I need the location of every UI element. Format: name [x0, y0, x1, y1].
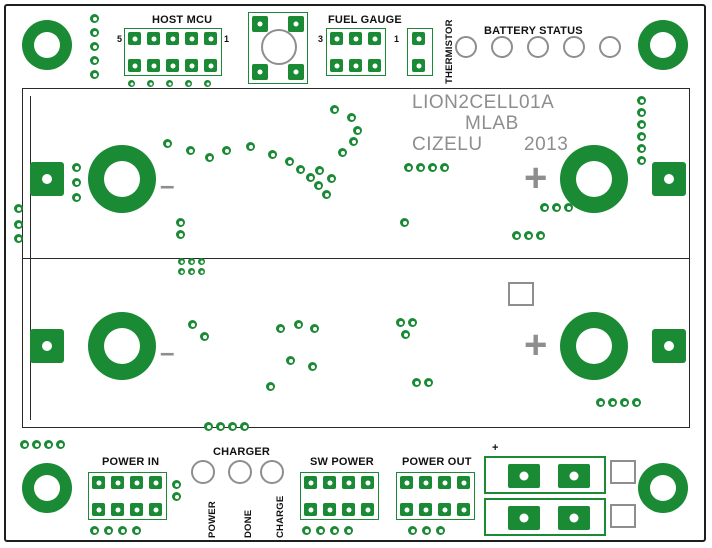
header-pad[interactable] [419, 476, 432, 489]
mounting-hole-top-right [638, 20, 688, 70]
via [310, 324, 319, 333]
fuel-gauge-label: FUEL GAUGE [328, 14, 402, 26]
header-pad[interactable] [111, 503, 124, 516]
via [32, 440, 41, 449]
copper-divider-line [22, 258, 690, 259]
square-pad-right-top [652, 162, 686, 196]
charge-led [260, 460, 284, 484]
header-pad[interactable] [457, 503, 470, 516]
via [408, 526, 417, 535]
host-mcu-pin1-label: 1 [224, 34, 230, 44]
battery-status-label: BATTERY STATUS [484, 25, 583, 37]
power-out-label: POWER OUT [402, 456, 472, 468]
header-pad[interactable] [323, 476, 336, 489]
sw1-body-circle [261, 29, 297, 65]
via [412, 378, 421, 387]
terminal-pad[interactable] [558, 506, 590, 530]
header-pad[interactable] [149, 503, 162, 516]
sw-power-label: SW POWER [310, 456, 374, 468]
cell-pad-bottom-right-hole [576, 328, 612, 364]
terminal-pad[interactable] [508, 506, 540, 530]
via [188, 320, 197, 329]
done-led [228, 460, 252, 484]
via [104, 526, 113, 535]
via [90, 56, 99, 65]
header-pad[interactable] [185, 59, 198, 72]
polarity-plus-bottom: + [524, 323, 548, 367]
via [422, 526, 431, 535]
cell-pad-bottom-left-hole [104, 328, 140, 364]
header-pad[interactable] [438, 503, 451, 516]
header-pad[interactable] [361, 503, 374, 516]
via [90, 70, 99, 79]
terminal-pad[interactable] [558, 464, 590, 488]
polarity-minus-top: – [160, 170, 175, 200]
header-pad[interactable] [349, 32, 362, 45]
header-pad[interactable] [304, 503, 317, 516]
via [186, 146, 195, 155]
via [90, 28, 99, 37]
via [330, 105, 339, 114]
sw1-pad[interactable] [288, 64, 304, 80]
header-pad[interactable] [342, 503, 355, 516]
via [14, 204, 23, 213]
header-pad[interactable] [204, 32, 217, 45]
via [401, 330, 410, 339]
header-pad[interactable] [130, 503, 143, 516]
header-pad[interactable] [412, 59, 425, 72]
via [608, 398, 617, 407]
sw1-pad[interactable] [252, 16, 268, 32]
polarity-plus-top: + [524, 156, 548, 200]
via [338, 148, 347, 157]
via [315, 166, 324, 175]
via [216, 422, 225, 431]
via [524, 231, 533, 240]
header-pad[interactable] [149, 476, 162, 489]
via [228, 422, 237, 431]
header-pad[interactable] [342, 476, 355, 489]
via [327, 174, 336, 183]
via [163, 139, 172, 148]
via [44, 440, 53, 449]
header-pad[interactable] [128, 32, 141, 45]
terminal-pad[interactable] [508, 464, 540, 488]
via [294, 320, 303, 329]
via [276, 324, 285, 333]
via [176, 230, 185, 239]
via [564, 203, 573, 212]
via [428, 163, 437, 172]
via [14, 234, 23, 243]
inner-copper-left-edge [30, 96, 34, 420]
header-pad[interactable] [111, 476, 124, 489]
battery-status-led [491, 36, 513, 58]
host-mcu-label: HOST MCU [152, 14, 213, 26]
thermistor-label: THERMISTOR [444, 19, 455, 84]
header-pad[interactable] [330, 32, 343, 45]
via [347, 113, 356, 122]
via [72, 178, 81, 187]
board-name-text: LION2CELL01A [412, 92, 555, 113]
via [188, 268, 195, 275]
via [266, 382, 275, 391]
component-outline-square [508, 282, 534, 306]
header-pad[interactable] [349, 59, 362, 72]
via [246, 142, 255, 151]
host-mcu-header[interactable] [124, 28, 222, 76]
via [512, 231, 521, 240]
terminal-block-bottom[interactable] [484, 498, 606, 536]
fuel-gauge-pin3-label: 3 [318, 34, 324, 44]
via [72, 193, 81, 202]
fuel-gauge-header[interactable] [326, 28, 386, 76]
square-pad-left-bottom [30, 329, 64, 363]
header-pad[interactable] [92, 503, 105, 516]
terminal-block-top[interactable] [484, 456, 606, 494]
via [200, 332, 209, 341]
done-led-label: DONE [243, 509, 254, 538]
header-pad[interactable] [361, 476, 374, 489]
via [172, 492, 181, 501]
header-pad[interactable] [400, 503, 413, 516]
power-in-header[interactable] [88, 472, 167, 520]
terminal-plus-label: + [492, 442, 499, 454]
charge-led-label: CHARGE [275, 495, 286, 538]
cell-pad-top-right-hole [576, 161, 612, 197]
via [637, 108, 646, 117]
via [314, 181, 323, 190]
via [302, 526, 311, 535]
header-pad[interactable] [130, 476, 143, 489]
via [316, 526, 325, 535]
via [637, 156, 646, 165]
header-pad[interactable] [400, 476, 413, 489]
mounting-hole-bottom-right [638, 463, 688, 513]
via [400, 218, 409, 227]
polarity-minus-bottom: – [160, 337, 175, 367]
via [306, 173, 315, 182]
header-pad[interactable] [323, 503, 336, 516]
board-author-text: CIZELU [412, 134, 483, 155]
via [90, 42, 99, 51]
via [118, 526, 127, 535]
via [205, 153, 214, 162]
via [90, 526, 99, 535]
via [552, 203, 561, 212]
sw-power-header[interactable] [300, 472, 379, 520]
via [188, 258, 195, 265]
via [637, 144, 646, 153]
mounting-hole-top-left [22, 20, 72, 70]
via [353, 126, 362, 135]
via [424, 378, 433, 387]
header-pad[interactable] [438, 476, 451, 489]
header-pad[interactable] [204, 59, 217, 72]
via [322, 190, 331, 199]
via [222, 146, 231, 155]
via [132, 526, 141, 535]
terminal-tab [610, 504, 636, 528]
via [14, 220, 23, 229]
via [296, 165, 305, 174]
via [404, 163, 413, 172]
via [396, 318, 405, 327]
via [204, 80, 211, 87]
mounting-hole-bottom-left [22, 463, 72, 513]
square-pad-left-top [30, 162, 64, 196]
header-pad[interactable] [412, 32, 425, 45]
via [198, 258, 205, 265]
square-pad-right-bottom [652, 329, 686, 363]
via [56, 440, 65, 449]
via [285, 157, 294, 166]
power-out-header[interactable] [396, 472, 475, 520]
via [172, 480, 181, 489]
via [178, 268, 185, 275]
battery-status-led [563, 36, 585, 58]
via [416, 163, 425, 172]
via [344, 526, 353, 535]
via [637, 132, 646, 141]
header-pad[interactable] [304, 476, 317, 489]
via [72, 163, 81, 172]
fuel-gauge-pin1-label: 1 [394, 34, 400, 44]
header-pad[interactable] [368, 59, 381, 72]
sw1-pad[interactable] [252, 64, 268, 80]
power-in-label: POWER IN [102, 456, 160, 468]
cell-pad-top-left-hole [104, 161, 140, 197]
via [286, 356, 295, 365]
sw1-pad[interactable] [288, 16, 304, 32]
via [185, 80, 192, 87]
power-led [191, 460, 215, 484]
header-pad[interactable] [185, 32, 198, 45]
via [440, 163, 449, 172]
via [349, 137, 358, 146]
via [204, 422, 213, 431]
battery-status-led [599, 36, 621, 58]
board-lab-text: MLAB [465, 113, 519, 134]
via [637, 120, 646, 129]
via [540, 203, 549, 212]
board-year-text: 2013 [524, 134, 569, 155]
via [166, 80, 173, 87]
via [268, 150, 277, 159]
via [408, 318, 417, 327]
via [536, 231, 545, 240]
charger-label: CHARGER [213, 446, 271, 458]
via [90, 14, 99, 23]
via [632, 398, 641, 407]
thermistor-header[interactable] [407, 28, 433, 76]
header-pad[interactable] [419, 503, 432, 516]
via [178, 258, 185, 265]
via [637, 96, 646, 105]
header-pad[interactable] [128, 59, 141, 72]
power-led-label: POWER [207, 501, 218, 538]
header-pad[interactable] [147, 59, 160, 72]
via [198, 268, 205, 275]
header-pad[interactable] [92, 476, 105, 489]
via [308, 362, 317, 371]
header-pad[interactable] [330, 59, 343, 72]
host-mcu-pin5-label: 5 [117, 34, 123, 44]
header-pad[interactable] [147, 32, 160, 45]
via [147, 80, 154, 87]
via [176, 218, 185, 227]
header-pad[interactable] [166, 32, 179, 45]
header-pad[interactable] [166, 59, 179, 72]
via [240, 422, 249, 431]
header-pad[interactable] [457, 476, 470, 489]
header-pad[interactable] [368, 32, 381, 45]
via [330, 526, 339, 535]
via [128, 80, 135, 87]
via [20, 440, 29, 449]
battery-status-led [455, 36, 477, 58]
battery-status-led [527, 36, 549, 58]
via [436, 526, 445, 535]
via [596, 398, 605, 407]
terminal-tab [610, 460, 636, 484]
sw1-footprint[interactable] [248, 12, 308, 84]
via [620, 398, 629, 407]
